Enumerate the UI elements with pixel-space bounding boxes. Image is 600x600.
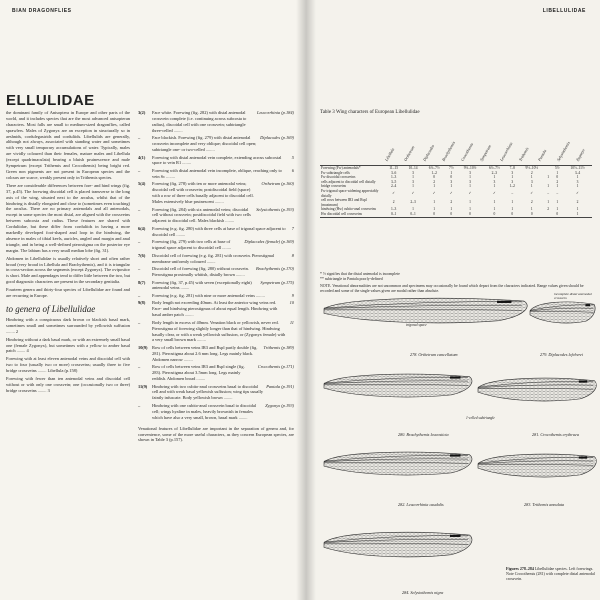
key-entry-result: Sympetrum (p.175): [260, 279, 294, 285]
left-column-key: [138, 110, 294, 445]
table-cell: 1: [412, 175, 414, 180]
genus-column-header: Crocothemis: [460, 141, 475, 162]
wing-283-trithemis: [478, 454, 596, 477]
callout-subtriangle: 1-celled subtriangle: [466, 416, 495, 420]
key-entry-result: Leucorrhinia (p.184): [257, 110, 294, 115]
pterostigma: [585, 304, 590, 306]
key-entry-text: Discoidal cell of forewing (fig. 280) without crossvein. Pterostigma proximally whitish, distally brown ........: [152, 266, 249, 277]
key-entry: [138, 207, 294, 225]
row-label: cell rows between IR3 and Rspl (maximum): [321, 198, 367, 207]
table-cell: 1: [547, 175, 549, 180]
key-intro-line: Hindwing without a dark basal mark, or with an extremely small basal one (female Zygonyx), but sometimes with a yellow to amber basal patch ........ 4: [6, 336, 130, 354]
table-cell: 3: [412, 170, 414, 175]
figure-caption: 282. Leucorrhinia caudalis: [398, 502, 444, 507]
row-label: hindwing (Hw) cubito-anal crossveins: [321, 207, 376, 212]
key-entry: [138, 293, 294, 299]
genus-column-header: Brachythemis: [440, 140, 457, 162]
table-cell: 0: [530, 211, 533, 216]
table-title: Table 3 Wing characters of European Libellulidae: [320, 110, 420, 115]
genus-column-header: Diplacodes: [421, 143, 436, 162]
table-cell: 0: [469, 211, 471, 216]
key-entry-number: 9(8): [138, 300, 146, 306]
key-entry-result: Diplacodes (p.169): [260, 135, 294, 141]
key-entry-number: –: [138, 364, 141, 370]
key-entry-result: Crocothemis (p.171): [257, 364, 294, 370]
key-entry: [138, 300, 294, 318]
table-cell: 3–5: [390, 179, 397, 184]
pterostigma: [450, 454, 461, 456]
table-cell: 1: [556, 170, 559, 175]
table-cell: 3: [576, 179, 579, 184]
key-entry-result: 5: [291, 154, 294, 160]
key-entry-text: Forewing (e.g. fig. 281) with nine or more antenodal veins ........: [152, 292, 265, 298]
table-cell: 1: [530, 175, 533, 180]
key-entry-number: –: [138, 239, 141, 245]
intro-paragraph: the dominant family of Anisoptera in Europe and other parts of the world, and it includes species that are the most advanced anisopteran characters. Most falls are small to medium-sized dragonflies, called sprawlers. Males of Zygonyx are an exception in structurally so in aeshnids, cordulegastrids and corduliids. Libellulids are generally, although not always, associated with standing water and sometimes with very small temporary accumulations of water. Typically, males are vividly coloured than their females, mature males and Libellula (except quadrimaculata) bearing a bluish pruinescence and male Sympetrum (except Trithemis and Crocothemis) being bright red. Green non pigments are not present in European species and the colours are scarce, weakly present only in Trithemis species.: [6, 109, 130, 180]
table-cell: 1: [511, 200, 514, 205]
right-page: [306, 0, 600, 600]
callout-trigonal-space: trigonal space: [406, 323, 427, 327]
key-entry-number: 11(9): [138, 383, 148, 389]
table-cell: 3: [511, 170, 514, 175]
table-cell: –: [547, 191, 549, 196]
table-cell: 1–3: [390, 175, 397, 180]
table-cell: 1: [493, 200, 496, 205]
left-column-intro: [6, 92, 130, 396]
key-entry-result: 11: [289, 319, 294, 325]
running-head-left: BIAN DRAGONFLIES: [12, 8, 72, 14]
key-entry-result: Brachythemis (p.170): [255, 266, 294, 272]
table-cell: 1–3: [390, 207, 397, 212]
key-entry-number: –: [138, 266, 141, 272]
row-label: Forewing (Fw) antenodals*: [320, 166, 384, 171]
table-cell: 1: [493, 175, 496, 180]
key-entry-text: Forewing (fig. 278) with ten or more antenodal veins; discoidal cell with crossvein; postdiscoidal field (space) with a row of three cells basally adjacent to discoidal cell. Males extensively blue pruinescent ........: [152, 181, 254, 205]
key-entry-result: Pantala (p.191): [266, 383, 294, 389]
table-cell: 11–15: [384, 166, 403, 171]
wing-280-brachythemis: [324, 374, 472, 397]
table-cell: 1: [511, 207, 514, 212]
table-cell: 1: [576, 211, 579, 216]
genus-column-header: Sympetrum: [479, 143, 493, 162]
key-entry: [138, 384, 294, 402]
table-cell: 1: [493, 207, 496, 212]
table-cell: 0: [511, 211, 514, 216]
table-cell: 3: [469, 179, 471, 184]
figure-caption: 283. Trithemis annulata: [524, 502, 565, 507]
table-cell: 0: [556, 211, 559, 216]
pterostigma: [450, 376, 461, 378]
pterostigma: [579, 380, 587, 382]
key-entry-text: Forewing with distal antenodal vein incomplete, oblique, reaching only to vein Sc ........: [152, 167, 282, 179]
table-cell: 1: [450, 207, 453, 212]
key-entry-text: Row of cells between veins IR3 and Rspl single (fig. 283). Pterostigma about 3.5mm long. Legs mainly reddish. Abdomen broad ........: [152, 364, 245, 382]
figure-caption: 280. Brachythemis leucosticta: [398, 432, 449, 437]
key-entry-result: Zygonyx (p.193): [265, 402, 294, 408]
table-cell: 9½–10½: [457, 166, 483, 171]
key-entry-result: 7: [291, 225, 294, 231]
table-cell: ✓: [468, 191, 472, 196]
row-label: Fw discoidal crossveins: [321, 175, 356, 180]
row-label: cells adjacent to discoidal cell distally: [321, 179, 376, 184]
table-cell: 0: [450, 175, 453, 180]
table-cell: 0: [433, 211, 436, 216]
key-entry-text: Hindwing with two cubito-anal crossveins basal to discoidal cell and with weak basal yellowish suffusion; wing tips usually faintly infuscate. Body yellowish brown ........: [152, 383, 264, 401]
key-entry-number: 6(4): [138, 225, 146, 231]
book-gutter: [296, 0, 316, 600]
figure-caption: 278. Orthetrum cancellatum: [410, 352, 458, 357]
genus-column-header: Orthetrum: [402, 144, 416, 162]
table-cell: 1: [547, 184, 549, 189]
key-intro-line: Forewing with fewer than ten antenodal veins and discoidal cell without or with only one crossvein; one (occasionally two or three) bridge crossveins ........ 3: [6, 376, 130, 393]
table-cell: 3: [511, 179, 514, 184]
key-entry-text: Forewing with distal antenodal vein complete, extending across subcostal space to vein R1 ........: [152, 154, 282, 166]
table-footnote: ** subtriangle in Pantala poorly-defined: [320, 277, 383, 281]
table-cell: ✓: [530, 191, 534, 196]
table-cell: 1: [556, 184, 559, 189]
table-cell: 0–1: [390, 211, 397, 216]
table-cell: 3: [530, 179, 533, 184]
table-cell: 1: [530, 184, 533, 189]
closing-note: Venational features of Libellulidae are important in the separation of genera and, for convenience, some of the more useful characters, as they concern European species, are shown in Table 3 (p.157).: [138, 425, 294, 443]
table-cell: ✓: [576, 191, 580, 196]
figures-caption-body: Libellulidae species. Left forewings. Note Crocothemis (281) with complete distal antenodal crossvein.: [506, 566, 595, 581]
table-cell: 3: [493, 179, 496, 184]
key-entry: [138, 320, 294, 344]
table-cell: 1: [576, 207, 579, 212]
key-entry-text: Forewing (e.g. fig. 280) with three cells at base of trigonal space adjacent to discoidal cell ........: [152, 225, 286, 237]
table-cell: 1: [450, 184, 453, 189]
key-entry-text: Body length not exceeding 40mm. At least the anterior wing veins red. Face- and hindwing pterostigmas of about equal length. Hindwing with basal amber patch ........: [152, 300, 278, 318]
table-cell: 1: [530, 207, 533, 212]
table-cell: ✓: [392, 191, 396, 196]
table-cell: 0: [556, 175, 559, 180]
key-entry-number: 8(7): [138, 279, 146, 285]
key-entry-number: 4(1): [138, 154, 146, 160]
figure-caption: 281. Crocothemis erythraea: [532, 432, 579, 437]
table-cell: 3–4: [574, 170, 581, 175]
key-entry-result: 9: [291, 292, 294, 298]
key-entry-result: Trithemis (p.189): [263, 344, 294, 350]
table-cell: 1: [433, 200, 436, 205]
table-note-body: NOTE. Venational abnormalities are not uncommon and specimens may occasionally be found which depart from the characters indicated. Range values given should be recorded and some of the single values given are modal rather than absolute.: [320, 284, 584, 293]
wing-278-orthetrum: [324, 298, 527, 323]
key-entry-number: –: [138, 206, 141, 212]
row-label: Fw subtriangle cells: [321, 170, 350, 175]
table-cell: 6½–7½: [483, 166, 506, 171]
table-cell: 1: [469, 184, 471, 189]
table-cell: 0: [493, 211, 496, 216]
wing-279-diplacodes: [530, 302, 595, 323]
key-entry-result: Selysiothemis (p.193): [256, 206, 294, 212]
table-cell: 0: [450, 211, 453, 216]
table-cell: 1–2: [509, 184, 515, 189]
key-entry-result: Orthetrum (p.160): [261, 181, 294, 187]
key-entry-number: –: [138, 135, 141, 141]
table-cell: 1: [556, 207, 559, 212]
key-subheading: to genera of Libellulidae: [6, 304, 96, 314]
figure-caption: 279. Diplacodes lefebvrei: [540, 352, 583, 357]
row-label: Hw discoidal cell crossveins: [321, 211, 363, 216]
table-cell: 1: [469, 175, 471, 180]
key-entry-number: –: [138, 292, 141, 298]
pterostigma: [450, 535, 461, 537]
table-cell: 1: [493, 184, 496, 189]
table-cell: 1: [469, 200, 471, 205]
key-entry-number: –: [138, 402, 141, 408]
key-entry: [138, 155, 294, 167]
table-cell: 3–6: [390, 170, 397, 175]
key-entry: [138, 135, 294, 153]
table-cell: 7½: [446, 166, 458, 171]
key-entry: [138, 403, 294, 421]
key-entry: [138, 266, 294, 278]
table-cell: 2: [547, 207, 549, 212]
row-label: bridge crossveins: [321, 184, 347, 189]
table-cell: 1: [469, 207, 471, 212]
figures-caption: [506, 566, 596, 581]
table-cell: 1: [556, 200, 559, 205]
key-entry-result: 6: [291, 167, 294, 173]
genus-column-header: Libellula: [383, 146, 396, 162]
table-cell: ✓: [411, 191, 415, 196]
key-entry-result: 10: [289, 300, 294, 306]
table-cell: 10–14: [403, 166, 423, 171]
key-entry-number: 5(4): [138, 181, 146, 187]
table-cell: ✓: [492, 191, 496, 196]
table-cell: 1: [433, 184, 436, 189]
key-entry: [138, 345, 294, 363]
table-cell: 1: [511, 175, 514, 180]
table-cell: 1: [576, 175, 579, 180]
intro-paragraph: Fourteen genera and thirty-four species of Libellulidae are found and are recurring in Europe.: [6, 287, 130, 299]
wing-281-crocothemis: [478, 378, 596, 401]
intro-paragraph: Abdomen in Libellulidae is usually relatively short and often rather broad (very broad in Libellula and Brachythemis), and it is triangular in cross-section across the segments (except Zygonyx). The ovipositor is short. Male and appendages tend to differ little between the two, but good diagnostic characters are present in the secondary genitalia.: [6, 255, 130, 285]
genus-column-header: Trithemis: [517, 146, 530, 162]
key-entry: [138, 181, 294, 205]
key-entry-text: Forewing (fig. 279) with two cells at base of trigonal space adjacent to discoidal cell ........: [152, 239, 232, 251]
key-entry-text: Body length in excess of 40mm. Venation black or yellowish, never red. Pterostigma of forewing slightly longer than that of hindwing. Hindwing basally clear, or with a weak yellowish suffusion, or (Zygonyx female) with a very small brown mark ........: [152, 319, 286, 343]
key-entry-number: –: [138, 319, 141, 325]
key-intro-line: Hindwing with a conspicuous dark brown or blackish basal mark, sometimes small and sometimes surrounded by yellowish suffusion ........ 2: [6, 316, 130, 334]
figure-caption: 284. Selysiothemis nigra: [402, 590, 444, 595]
key-entry-result: 8: [291, 252, 294, 258]
table-cell: –: [511, 191, 514, 196]
table-cell: 2: [556, 179, 559, 184]
table-cell: 2: [530, 200, 533, 205]
wing-284-selysiothemis: [324, 532, 472, 557]
key-entry: [138, 253, 294, 265]
table-cell: 1–2: [431, 170, 437, 175]
genus-column-header: Zygonyx: [574, 147, 586, 162]
key-entry-number: –: [138, 167, 141, 173]
callout-distal-antenodal: incomplete distal antenodal crossvein: [554, 292, 592, 300]
key-entry-text: Forewing (fig. 37, p.45) with seven (exceptionally eight) antenodal veins ........: [152, 279, 252, 291]
table-cell: 2: [433, 179, 436, 184]
table-cell: 10½–11½: [563, 166, 592, 171]
table-cell: 1: [450, 170, 453, 175]
family-title: ELLULIDAE: [6, 92, 95, 109]
figures-caption-title: Figures 278–284: [506, 566, 534, 571]
table-cell: 2–4: [390, 184, 397, 189]
table-cell: 2: [392, 200, 395, 205]
table-cell: 1: [547, 200, 549, 205]
table-cell: 2: [450, 200, 453, 205]
table-cell: 9½–10½: [519, 166, 545, 171]
table-cell: ✓: [449, 191, 453, 196]
table-cell: 1: [412, 184, 414, 189]
running-head-right: LIBELLULIDAE: [542, 8, 586, 14]
key-intro-line: Forewing with at least eleven antenodal veins and discoidal cell with two to four (usually two or more) crossveins; usually three to five bridge crossveins ........ Libellula (p.158): [6, 356, 130, 374]
genus-column-header: Pantala: [536, 148, 548, 162]
key-entry-text: Row of cells between veins IR3 and Rspl partly double (fig. 281). Pterostigma about 2.6 mm long. Legs mainly black. Abdomen narrow ........: [152, 344, 258, 362]
key-entry-number: 7(6): [138, 252, 146, 258]
key-entry-text: Face blackish. Forewing (fig. 279) with distal antenodal crossvein incomplete and very oblique; discoidal cell open; subtriangle one- or two-celled ........: [152, 135, 257, 153]
wing-282-leucorrhinia: [324, 452, 472, 475]
table-cell: ✓: [432, 191, 436, 196]
intro-paragraph: There are considerable differences between fore- and hind wings (fig. 37, p.45). The forewing discoidal cell is placed transverse to the long axis of the wing, situated next to the arculus, whilst that of the hindwing is distally elongated and close to (sometimes even touching) the arculus. There are no primary antenodals and all antenodals, except in some species the most distal, are aligned with the crossveins between subcosta and radius. These features are shared with Corduliidae, but these differ from corduliids in having a more markedly developed foot-shaped anal loop in the hindwing, the absence in males of tibial keels, auricles, angled anal margin and anal triangle, and in being a well-defined pterostigma on the posterior eye margin. The labium has a very small median lobe (fig. 31).: [6, 182, 130, 253]
key-entry-text: Face white. Forewing (fig. 282) with distal antenodal crossvein complete (i.e. continuing across subcosta to radius), discoidal cell with one crossvein; subtriangle three-celled ........: [152, 110, 247, 133]
table-cell: 3: [469, 170, 471, 175]
table-footnote: * ½ signifies that the distal antenodal is incomplete: [320, 272, 400, 276]
table-cell: 6½–7½: [423, 166, 446, 171]
table-cell: 3: [412, 179, 414, 184]
key-entry-result: Diplacodes (female) (p.169): [244, 239, 294, 245]
table-cell: 0: [433, 175, 436, 180]
genus-column-header: Leucorrhinia: [498, 141, 514, 162]
table-cell: 1: [412, 207, 414, 212]
table-cell: –: [556, 191, 559, 196]
table-cell: 5½: [551, 166, 563, 171]
key-entry: [138, 110, 294, 134]
key-entry-number: 3(2): [138, 110, 146, 115]
table-cell: 1: [576, 184, 579, 189]
key-entry-text: Discoidal cell of forewing (e.g. fig. 281) with crossvein. Pterostigmal membrane uniformly coloured ........: [152, 252, 275, 264]
key-entry: [138, 239, 294, 251]
pterostigma: [579, 456, 587, 458]
table-cell: 2: [576, 200, 579, 205]
key-entry-number: 10(9): [138, 344, 148, 350]
table-cell: 2–3: [491, 170, 498, 175]
table-cell: 7–8: [506, 166, 519, 171]
key-entry: [138, 168, 294, 180]
key-entry-text: Hindwing with one cubito-anal crossvein basal to discoidal cell; wings hyaline in males, heavily brownish in females which have also a very small, brown, basal mark ........: [152, 402, 257, 420]
table-cell: 0–1: [410, 211, 416, 216]
table-cell: 1: [433, 207, 436, 212]
key-entry-text: Forewing (fig. 284) with six antenodal veins; discoidal cell without crossvein; postdiscoidal field with two cells adjacent to discoidal cell. Males blackish ........: [152, 206, 251, 224]
key-entry: [138, 226, 294, 238]
table-cell: 2–3: [410, 200, 416, 205]
genus-column-header: Selysiothemis: [555, 140, 571, 162]
key-entry: [138, 364, 294, 382]
key-entry: [138, 280, 294, 292]
row-label: Fw trigonal space widening appreciably distally: [321, 188, 379, 198]
wing-figures: [306, 0, 600, 600]
table-cell: 2: [530, 170, 533, 175]
table-cell: 3: [450, 179, 453, 184]
pterostigma: [497, 301, 511, 303]
